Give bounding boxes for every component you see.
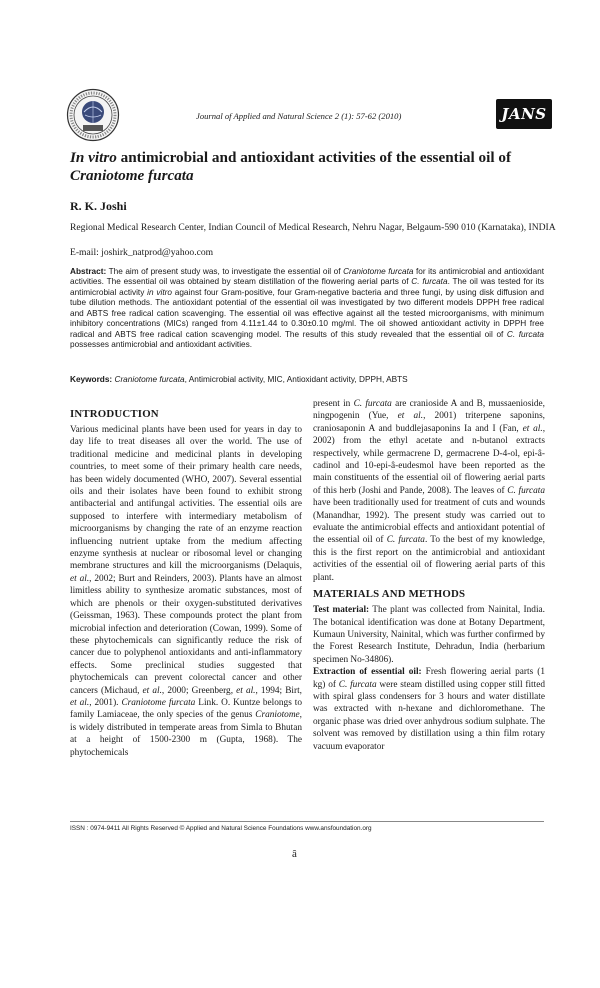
keywords-label: Keywords:	[70, 375, 113, 384]
test-material-paragraph	[313, 604, 545, 666]
intro-continued-paragraph	[313, 398, 545, 584]
abstract-species: C. furcata	[411, 277, 448, 287]
abstract-text: against four Gram-positive, four Gram-negative bacteria and three fungi, by using disk diffusion and tube dilution methods. The antioxidant potential of the essential oil was investigated by two different models DPPH free radical and ABTS free radical cation scavenging. The essential oil was effective against all the tested microorganisms, with minimum inhibitory concentrations (MICs) ranged from 4.11±1.44 to 0.30±0.10 mg/ml. The oil showed antioxidant activity in DPPH free radical and ABTS free radical cation scavenging model. The results of this study revealed that the essential oil of	[70, 287, 544, 339]
abstract-species: C. furcata	[506, 329, 544, 339]
abstract-term: in vitro	[147, 287, 172, 297]
jans-logo-text: JANS	[501, 105, 547, 123]
abstract	[70, 267, 544, 351]
section-heading-materials-methods: MATERIALS AND METHODS	[313, 588, 466, 601]
keyword-species: Craniotome furcata	[112, 375, 185, 384]
intro-text: Link. O. Kuntze belongs to family Lamiaceae, the only species of the genus	[70, 697, 302, 721]
intro-etal: et al.	[236, 685, 256, 696]
extraction-species: C. furcata	[338, 679, 377, 690]
intro-text: , 2001).	[89, 697, 122, 708]
intro-species: Craniotome furcata	[121, 697, 196, 708]
author-email: E-mail: joshirk_natprod@yahoo.com	[70, 247, 214, 258]
extraction-label: Extraction of essential oil:	[313, 667, 422, 678]
keywords	[70, 375, 544, 384]
intro-text: , 1994; Birt,	[255, 685, 302, 696]
abstract-species: Craniotome furcata	[343, 267, 414, 276]
extraction-text: were steam distilled using copper still fitted with spiral glass condensers for 3 hours and water distillate was extracted with n-hexane and dichloromethane. The organic phase was dried over anhydrous sodium sulphate. The solvent was removed by distillation using a thin film rotary vacuum evaporator	[313, 679, 545, 752]
intro-text: Various medicinal plants have been used for years in day to day life to treat diseases all over the world. The use of traditional medicine and medicinal plants in developing countries, to meet some of their primary health care needs, has been widely documented (WHO, 2007). Several essential oils and their isolates have been found to exhibit strong antibacterial and antifungal activities. The essential oils are supposed to interfere with intermediary metabolism of microorganisms by changing the rate of an enzyme reaction influencing nutrient uptake from the medium affecting enzyme synthesis at nuclear or ribosomal level or changing membrane structures and kill the microorganisms (Delaquis,	[70, 425, 302, 572]
abstract-text: for its antimicrobial and antioxidant activities. The essential oil was obtained by steam distillation of the flowering aerial parts of	[70, 267, 544, 287]
intro-text: , 2000; Greenberg,	[161, 685, 237, 696]
title-middle: antimicrobial and antioxidant activities of the essential oil of	[116, 149, 512, 166]
section-heading-introduction: INTRODUCTION	[70, 408, 159, 420]
intro-text: have been traditionally used for treatment of cuts and wounds (Manandhar, 1992). The present study was carried out to evaluate the antimicrobial effects and antioxidant potential of the essential oil of	[313, 498, 545, 546]
intro-paragraph	[70, 424, 302, 759]
journal-citation: Journal of Applied and Natural Science 2 (1): 57-62 (2010)	[196, 111, 402, 121]
footer-copyright: ISSN : 0974-9411 All Rights Reserved © Applied and Natural Science Foundations www.ansfoundation.org	[70, 825, 372, 832]
intro-species: C. furcata	[386, 535, 425, 546]
footer-divider	[70, 821, 544, 822]
intro-species: C. furcata	[507, 485, 545, 496]
abstract-text: . The oil was tested for its antimicrobial activity	[70, 277, 545, 297]
page-mark: â	[292, 848, 297, 860]
extraction-paragraph	[313, 666, 545, 753]
abstract-text: The aim of present study was, to investigate the essential oil of	[106, 267, 344, 276]
intro-text: , 2002; Burt and Reinders, 2003). Plants have an almost limitless ability to synthesize aromatic substances, most of which are phenols or their oxygen-substituted derivatives (Geissman, 1963). These compounds protect the plant from microbial infection and deterioration (Cowan, 1999). Some of these phytochemicals can significantly reduce the risk of cancer due to polyphenol antioxidants and anti-inflammatory effects. Some preclinical studies suggested that phytochemicals can prevent colorectal cancer and other cancers (Michaud,	[70, 573, 302, 696]
intro-species: C. furcata	[353, 399, 392, 409]
intro-genus: Craniotome	[255, 710, 300, 721]
intro-etal: et al.	[70, 697, 90, 708]
intro-etal: et al.	[142, 685, 162, 696]
test-material-label: Test material:	[313, 605, 370, 616]
intro-etal: et al.	[522, 423, 543, 434]
abstract-label: Abstract:	[70, 267, 107, 276]
author-name: R. K. Joshi	[70, 199, 127, 213]
intro-etal: et al.	[70, 573, 90, 584]
abstract-text: possesses antimicrobial and antioxidant activities.	[70, 340, 253, 350]
keywords-list: , Antimicrobial activity, MIC, Antioxidant activity, DPPH, ABTS	[184, 375, 408, 384]
title-italic-suffix: Craniotome furcata	[70, 167, 194, 184]
journal-seal-logo-icon	[66, 88, 120, 142]
right-column	[313, 398, 545, 753]
article-title	[70, 149, 550, 185]
intro-text: present in	[313, 399, 354, 409]
author-affiliation: Regional Medical Research Center, Indian Council of Medical Research, Nehru Nagar, Belgaum-590 010 (Karnataka), INDIA	[70, 222, 556, 233]
intro-text: , 2002) from the ethyl acetate and n-butanol extracts respectively, while germacrene D, germacrene D-4-ol, epi-â-cadinol and 10-epi-â-eudesmol have been reported as the main constituents of the essential oil of flowering aerial parts of this herb (Joshi and Pande, 2008). The leaves of	[313, 423, 546, 496]
intro-etal: et al.	[397, 411, 424, 422]
jans-logo	[496, 99, 552, 129]
extraction-text: Fresh flowering aerial parts (1 kg) of	[313, 667, 545, 690]
test-material-text: The plant was collected from Nainital, India. The botanical identification was done at Botany Department, Kumaun University, Nainital, which was further confirmed by the Forest Research Institute, Dehradun, India (herbarium specimen No-34806).	[313, 605, 545, 665]
intro-text: are cranioside A and B, mussaenioside, ningpogenin (Yue,	[313, 399, 545, 422]
intro-text: , is widely distributed in temperate areas from Simla to Bhutan at a height of 1500-2300 m (Gupta, 1968). The phytochemicals	[70, 710, 302, 758]
intro-text: . To the best of my knowledge, this is the first report on the antimicrobial and antioxidant activities of the essential oil of flowering aerial parts of this plant.	[313, 535, 545, 583]
left-column	[70, 408, 302, 759]
title-italic-prefix: In vitro	[70, 149, 117, 166]
intro-text: , 2001) triterpene saponins, craniosaponin A and buddlejasaponins Ia and I (Fan,	[313, 411, 546, 434]
